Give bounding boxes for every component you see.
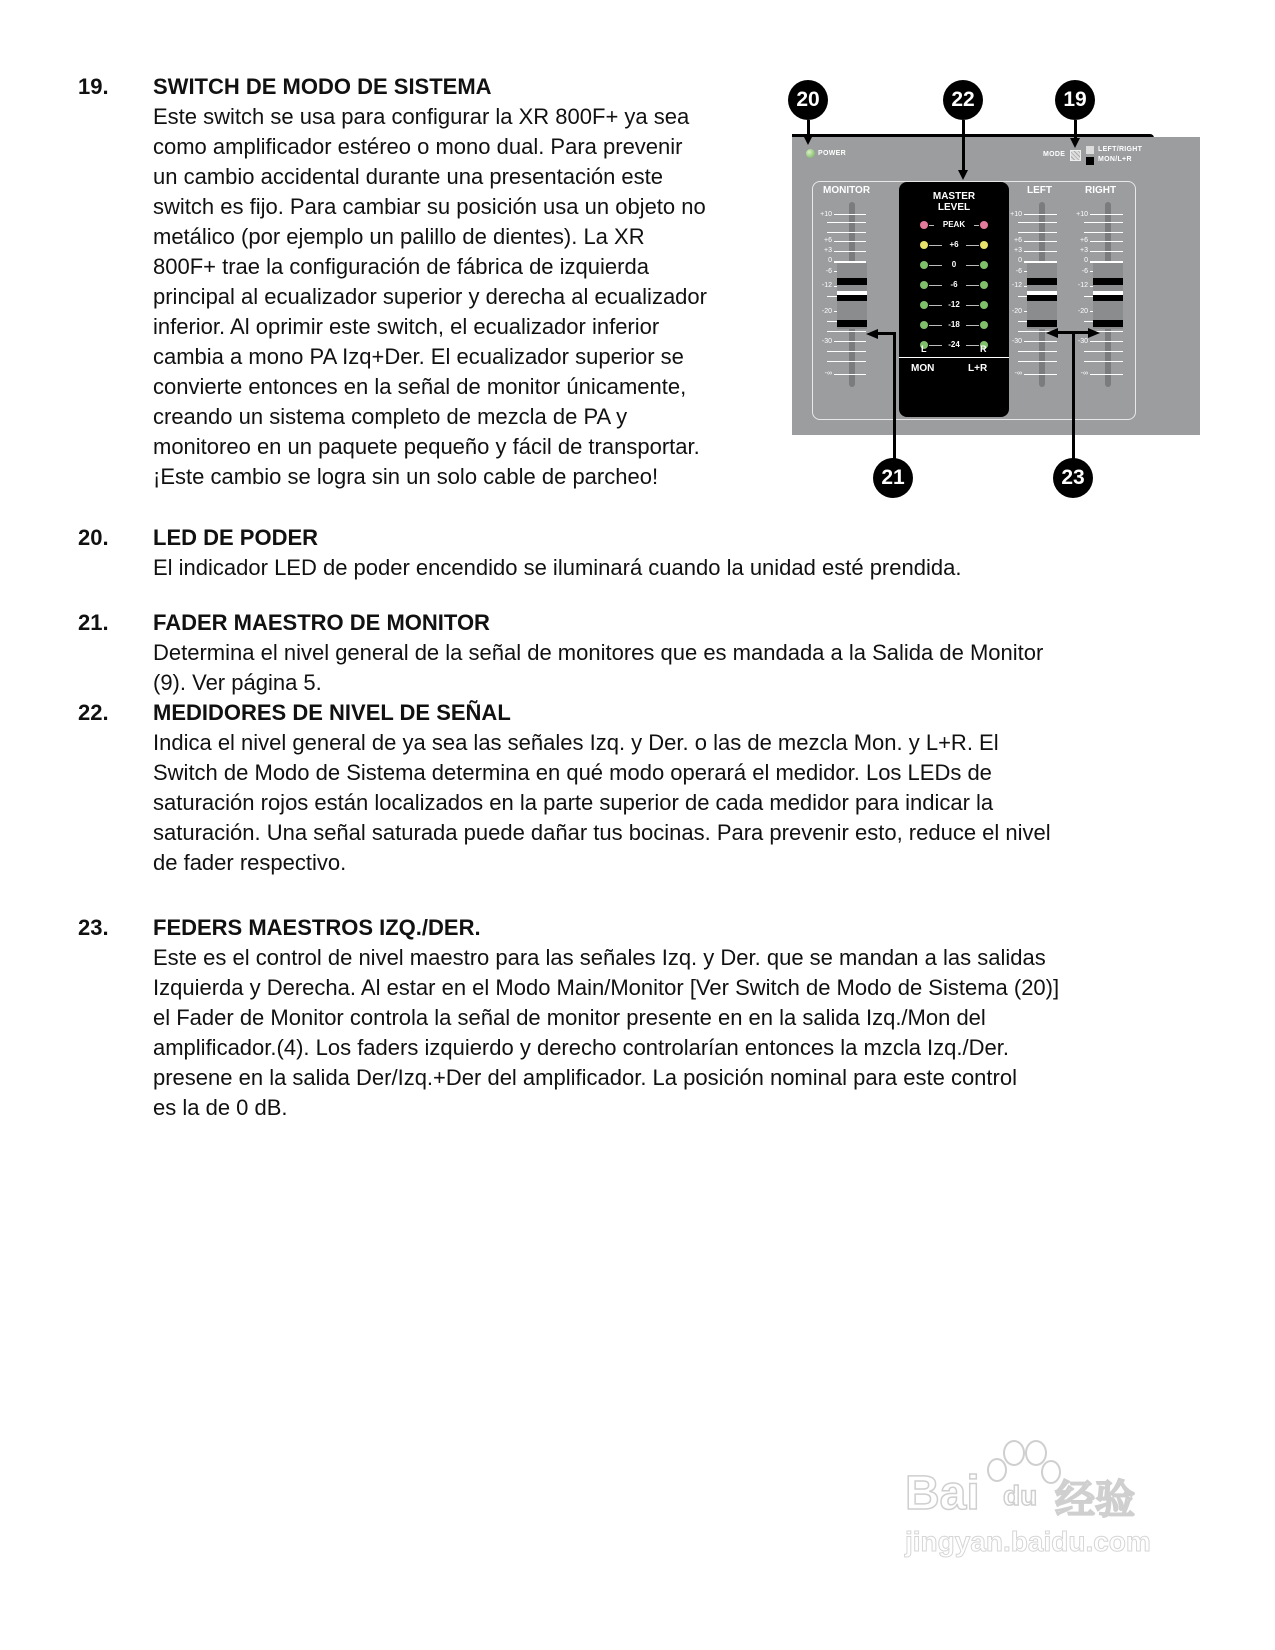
meter-row-minus12: -12 [899, 299, 1009, 311]
body-line: Switch de Modo de Sistema determina en qué modo operará el medidor. Los LEDs de [153, 760, 992, 785]
body-line: un cambio accidental durante una presentación este [153, 164, 664, 189]
callout-23: 23 [1053, 458, 1093, 498]
meter-row-peak: PEAK [899, 219, 1009, 231]
led-icon [920, 241, 928, 249]
mixer-panel-diagram: POWER MODE LEFT/RIGHT MON/L+R MONITOR +10 +6 +3 0 -6 -12 -20 -30 -∞ MASTER LEVEL PEAK +6 0 -6 -12 -18 -24 L R MON L+R LEFT +10 +6 +3 0 -6 -12 -20 -30 -∞ RIGHT +10 +6 +3 0 -6 -12 -20 -30 -∞ 20 22 19 21 23 [780, 60, 1230, 510]
meter-left-label: L [921, 344, 927, 354]
body-line: ¡Este cambio se logra sin un solo cable de parcheo! [153, 464, 659, 489]
mode-option-left-right: LEFT/RIGHT [1098, 146, 1143, 153]
body-line: es la de 0 dB. [153, 1095, 288, 1120]
body-line: inferior. Al oprimir este switch, el ecualizador inferior [153, 314, 660, 339]
section-body [153, 728, 1051, 878]
body-line: monitoreo en un paquete pequeño y fácil de transportar. [153, 434, 700, 459]
meter-right-label: R [980, 344, 987, 354]
body-line: 800F+ trae la configuración de fábrica de izquierda [153, 254, 649, 279]
section-body [153, 943, 1059, 1123]
meter-mon-label: MON [911, 363, 935, 374]
arrow-20 [807, 120, 810, 136]
meter-row-minus6: -6 [899, 279, 1009, 291]
meter-divider [899, 357, 1009, 358]
baidu-watermark [905, 1440, 1205, 1580]
section-body [153, 553, 961, 583]
meter-row-minus18: -18 [899, 319, 1009, 331]
right-fader-knob[interactable] [1093, 263, 1123, 329]
led-icon [920, 301, 928, 309]
arrow-head-icon [958, 170, 968, 180]
callout-21: 21 [873, 458, 913, 498]
watermark-url: jingyan.baidu.com [905, 1526, 1151, 1557]
body-line: cambia a mono PA Izq+Der. El ecualizador superior se [153, 344, 684, 369]
section-title: SWITCH DE MODO DE SISTEMA [153, 74, 492, 99]
legend-light-icon [1086, 146, 1094, 154]
right-channel-label: RIGHT [1085, 185, 1117, 196]
body-line: El indicador LED de poder encendido se iluminará cuando la unidad esté prendida. [153, 555, 962, 580]
led-icon [980, 301, 988, 309]
power-led-icon [806, 149, 815, 158]
body-line: creando un sistema completo de mezcla de PA y [153, 404, 628, 429]
arrow-23 [1072, 332, 1075, 459]
meter-title: MASTER LEVEL [932, 191, 976, 213]
callout-19: 19 [1055, 80, 1095, 120]
paw-icon [1003, 1440, 1025, 1466]
section-title: FADER MAESTRO DE MONITOR [153, 610, 490, 635]
monitor-fader-knob[interactable] [837, 263, 867, 329]
mode-switch [1070, 150, 1081, 161]
arrow-head-icon [1088, 328, 1100, 338]
watermark-brand: Bai [905, 1467, 980, 1520]
arrow-21 [893, 333, 896, 459]
body-line: Este switch se usa para configurar la XR 800F+ ya sea [153, 104, 690, 129]
body-line: como amplificador estéreo o mono dual. Para prevenir [153, 134, 683, 159]
led-icon [980, 261, 988, 269]
master-level-meter [899, 182, 1009, 417]
body-line: principal al ecualizador superior y derecha al ecualizador [153, 284, 707, 309]
meter-row-plus6: +6 [899, 239, 1009, 251]
body-line: Determina el nivel general de la señal de monitores que es mandada a la Salida de Monitor [153, 640, 1044, 665]
section-body [153, 638, 1043, 698]
section-title: MEDIDORES DE NIVEL DE SEÑAL [153, 700, 511, 725]
mode-option-mon-lr: MON/L+R [1098, 156, 1132, 163]
body-line: Izquierda y Derecha. Al estar en el Modo Main/Monitor [Ver Switch de Modo de Sistema (20)] [153, 975, 1060, 1000]
body-line: convierte entonces en la señal de monitor únicamente, [153, 374, 687, 399]
led-icon [920, 221, 928, 229]
section-number: 19. [78, 74, 109, 99]
power-label: POWER [818, 150, 846, 157]
left-fader-knob[interactable] [1027, 263, 1057, 329]
body-line: metálico (por ejemplo un palillo de dientes). La XR [153, 224, 645, 249]
section-number: 22. [78, 700, 109, 725]
body-line: presene en la salida Der/Izq.+Der del amplificador. La posición nominal para este control [153, 1065, 1017, 1090]
callout-22: 22 [943, 80, 983, 120]
led-icon [980, 241, 988, 249]
monitor-channel-label: MONITOR [823, 185, 871, 196]
led-icon [920, 321, 928, 329]
body-line: amplificador.(4). Los faders izquierdo y derecho controlarían entonces la mzcla Izq./Der. [153, 1035, 1009, 1060]
led-icon [980, 281, 988, 289]
meter-lr-label: L+R [968, 363, 988, 374]
watermark-cn: 经验 [1055, 1478, 1135, 1522]
arrow-head-icon [866, 329, 878, 339]
legend-dark-icon [1086, 157, 1094, 165]
arrow-head-icon [803, 135, 813, 145]
led-icon [980, 321, 988, 329]
body-line: de fader respectivo. [153, 850, 347, 875]
body-line: saturación. Una señal saturada puede dañar tus bocinas. Para prevenir esto, reduce el nivel [153, 820, 1051, 845]
arrow-head-icon [1070, 138, 1080, 148]
meter-row-minus24: -24 [899, 339, 1009, 351]
body-line: Indica el nivel general de ya sea las señales Izq. y Der. o las de mezcla Mon. y L+R. El [153, 730, 999, 755]
section-number: 23. [78, 915, 109, 940]
body-line: Este es el control de nivel maestro para las señales Izq. y Der. que se mandan a las salidas [153, 945, 1046, 970]
meter-row-0: 0 [899, 259, 1009, 271]
led-icon [920, 261, 928, 269]
led-icon [980, 221, 988, 229]
body-line: (9). Ver página 5. [153, 670, 322, 695]
callout-20: 20 [788, 80, 828, 120]
led-icon [920, 281, 928, 289]
body-line: el Fader de Monitor controla la señal de monitor presente en en la salida Izq./Mon del [153, 1005, 986, 1030]
arrow-head-icon [1046, 328, 1058, 338]
body-line: switch es fijo. Para cambiar su posición usa un objeto no [153, 194, 706, 219]
section-number: 21. [78, 610, 109, 635]
mode-label: MODE [1043, 151, 1066, 158]
arrow-22 [962, 120, 965, 170]
left-channel-label: LEFT [1027, 185, 1052, 196]
section-number: 20. [78, 525, 109, 550]
section-title: LED DE PODER [153, 525, 319, 550]
body-line: saturación rojos están localizados en la parte superior de cada medidor para indicar la [153, 790, 994, 815]
arrow-19 [1074, 120, 1077, 138]
section-title: FEDERS MAESTROS IZQ./DER. [153, 915, 481, 940]
section-body [153, 102, 707, 492]
watermark-brand-paw: du [1003, 1480, 1038, 1511]
